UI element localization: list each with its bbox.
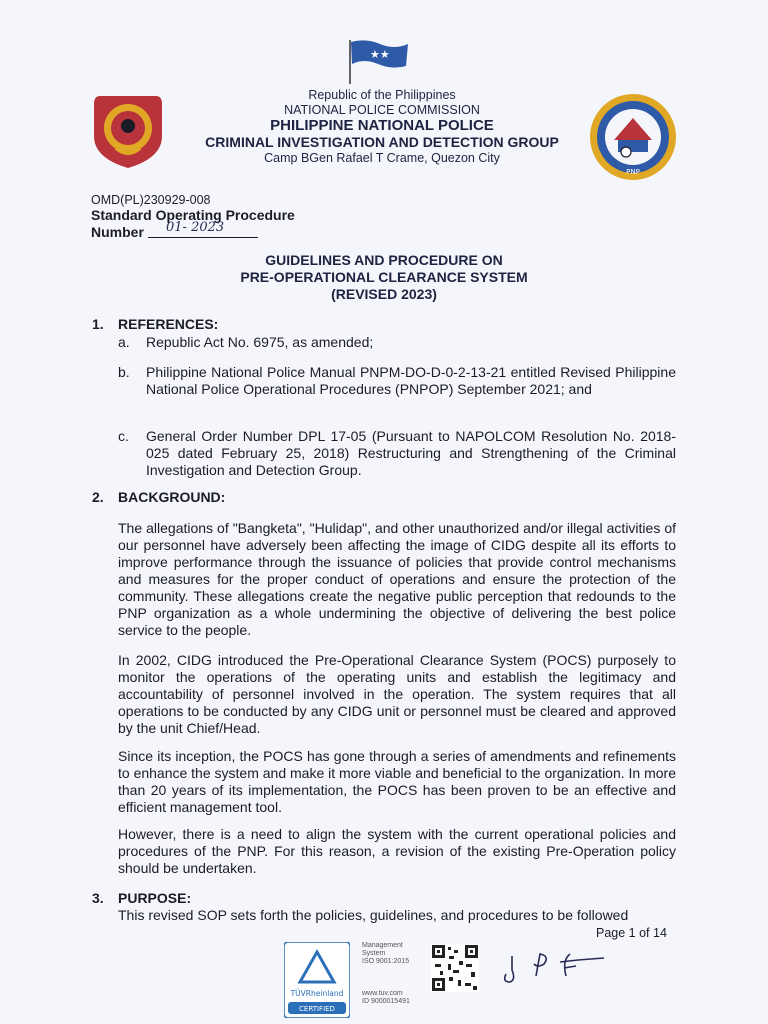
header-cidg: CRIMINAL INVESTIGATION AND DETECTION GROUP — [205, 134, 559, 150]
reference-item — [118, 364, 676, 398]
header-pnp: PHILIPPINE NATIONAL POLICE — [270, 117, 494, 134]
pnp-seal-icon — [90, 92, 166, 170]
reference-text: General Order Number DPL 17-05 (Pursuant to NAPOLCOM Resolution No. 2018-025 dated February 25, 2018) Restructuring and Strengthening of the Criminal Investigation and Detection Group. — [146, 428, 676, 478]
page-number: Page 1 of 14 — [596, 926, 667, 940]
flag-icon — [346, 38, 410, 84]
doc-title-line2: PRE-OPERATIONAL CLEARANCE SYSTEM — [240, 269, 528, 285]
reference-label: b. — [118, 364, 130, 380]
sop-label: Standard Operating Procedure — [91, 207, 295, 223]
reference-text: Philippine National Police Manual PNPM-DO-D-0-2-13-21 entitled Revised Philippine National Police Operational Procedures (PNPOP) September 2021; and — [146, 364, 676, 397]
background-paragraph: In 2002, CIDG introduced the Pre-Operational Clearance System (POCS) purposely to monitor the operations of the operating units and establish the legitimacy and accountability of personnel involved in the operation. The system requires that all operations to be conducted by any CIDG unit or personnel must be cleared and approved by the unit Chief/Head. — [118, 652, 676, 736]
svg-text:TÜVRheinland: TÜVRheinland — [290, 989, 344, 998]
doc-title-line3: (REVISED 2023) — [331, 286, 437, 302]
section-number: 1. — [92, 316, 104, 332]
document-code: OMD(PL)230929-008 — [91, 193, 211, 207]
certification-text: Management System ISO 9001:2015 www.tuv.com ID 9000015491 — [362, 942, 410, 1005]
section-number: 3. — [92, 890, 104, 906]
section-title: REFERENCES: — [118, 316, 219, 332]
section-background-heading — [92, 489, 225, 505]
svg-text:CERTIFIED: CERTIFIED — [299, 1005, 335, 1013]
section-title: PURPOSE: — [118, 890, 192, 906]
reference-label: a. — [118, 334, 130, 350]
reference-label: c. — [118, 428, 129, 444]
reference-text: Republic Act No. 6975, as amended; — [146, 334, 374, 350]
background-paragraph: However, there is a need to align the system with the current operational policies and procedures of the PNP. For this reason, a revision of the existing Pre-Operation policy should be undertaken. — [118, 826, 676, 876]
header-napolcom: NATIONAL POLICE COMMISSION — [284, 103, 480, 117]
qr-code-icon — [431, 944, 479, 992]
header-republic: Republic of the Philippines — [308, 88, 456, 102]
tuv-certified-badge-icon — [284, 942, 350, 1018]
section-purpose-heading — [92, 890, 191, 906]
section-references-heading — [92, 316, 218, 332]
number-label: Number — [91, 224, 144, 240]
svg-text:PNP: PNP — [626, 168, 640, 176]
section-title: BACKGROUND: — [118, 489, 226, 505]
purpose-paragraph: This revised SOP sets forth the policies, guidelines, and procedures to be followed — [118, 907, 629, 923]
reference-item — [118, 428, 676, 479]
background-paragraph: Since its inception, the POCS has gone through a series of amendments and refinements to enhance the system and make it more viable and beneficial to the organization. In more than 20 years of its implementation, the POCS has been proven to be an effective and efficient management tool. — [118, 748, 676, 815]
handwritten-initials-icon — [500, 946, 610, 986]
section-number: 2. — [92, 489, 104, 505]
doc-title-line1: GUIDELINES AND PROCEDURE ON — [265, 252, 503, 268]
reference-item — [118, 334, 676, 351]
sop-number-handwritten: 01- 2023 — [148, 220, 258, 238]
svg-text:★★: ★★ — [370, 48, 390, 61]
header-address: Camp BGen Rafael T Crame, Quezon City — [264, 151, 500, 165]
background-paragraph: The allegations of "Bangketa", "Hulidap", and other unauthorized and/or illegal activities of our personnel have adversely been affecting the image of CIDG despite all its efforts to improve performance through the issuance of policies that provide control mechanisms and measures for the proper conduct of operations and ensure the protection of the community. These allegations create the negative public perception that redounds to the PNP organization as a whole undermining the objective of delivering the best police service to the people. — [118, 520, 676, 638]
